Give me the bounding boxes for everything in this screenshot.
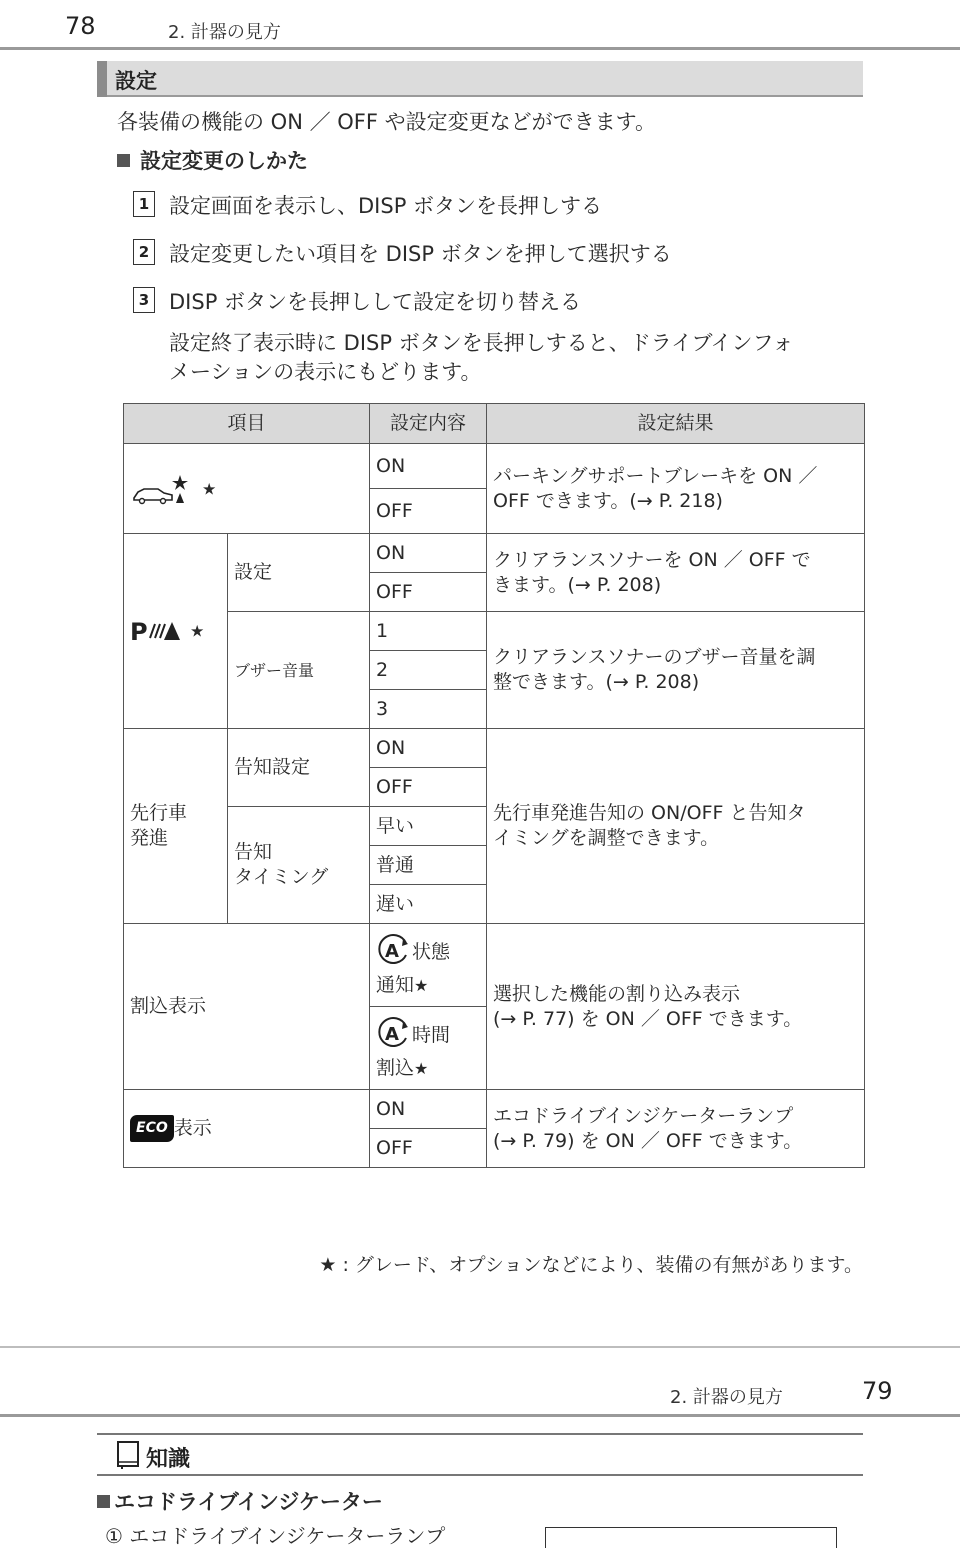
option-value: ON: [370, 729, 487, 768]
star-mark: ★: [414, 1059, 429, 1078]
option-value: 3: [370, 690, 487, 729]
auto-stop-start-icon: [376, 932, 412, 973]
result-line: クリアランスソナーを ON ／ OFF で: [493, 548, 811, 571]
knowledge-top-rule: [97, 1433, 863, 1435]
subheading-text: 設定変更のしかた: [140, 149, 308, 173]
option-value: 1: [370, 612, 487, 651]
subheading: [117, 145, 308, 175]
result-line: (→ P. 77) を ON ／ OFF できます。: [493, 1007, 803, 1030]
option-value: [370, 924, 487, 1007]
knowledge-title: 知識: [146, 1447, 191, 1472]
result-line: クリアランスソナーのブザー音量を調: [493, 646, 816, 668]
parking-support-brake-icon: [130, 477, 202, 499]
row-eco-label: [124, 1090, 370, 1168]
option-value: OFF: [370, 1129, 487, 1168]
clearance-sonar-icon: [130, 618, 190, 646]
eco-label-text: 表示: [173, 1117, 212, 1139]
step-note-line: 設定終了表示時に DISP ボタンを長押しすると、ドライブインフォ: [169, 331, 794, 355]
result-line: OFF できます。(→ P. 218): [493, 489, 723, 512]
step-number: 1: [133, 191, 155, 217]
row-parking-brake-label: [124, 444, 370, 534]
star-mark: ★: [414, 976, 429, 995]
option-value: OFF: [370, 573, 487, 612]
header-setting: 設定内容: [370, 404, 487, 444]
section-title-bar: [97, 61, 863, 97]
result-line: 先行車発進告知の ON/OFF と告知タ: [493, 802, 806, 824]
row-departure-label: [124, 729, 228, 924]
sub-item-label: ブザー音量: [228, 612, 370, 729]
result-line: 選択した機能の割り込み表示: [493, 982, 741, 1005]
page-number: 79: [862, 1377, 893, 1405]
row-interrupt-label: 割込表示: [124, 924, 370, 1090]
result-text: [487, 444, 865, 534]
option-value: ON: [370, 1090, 487, 1129]
header-rule: [0, 47, 960, 50]
option-value: OFF: [370, 489, 487, 534]
subheading: [97, 1486, 383, 1516]
figure-frame: [545, 1527, 837, 1548]
section-title: 設定: [115, 69, 157, 93]
footnote: ★ : グレード、オプションなどにより、装備の有無があります。: [319, 1254, 863, 1276]
result-line: パーキングサポートブレーキを ON ／: [493, 464, 818, 487]
subheading-text: エコドライブインジケーター: [114, 1490, 383, 1514]
result-text: [487, 534, 865, 612]
settings-table: [123, 403, 865, 1168]
book-icon: [116, 1440, 142, 1474]
label-line: 告知: [234, 841, 273, 863]
option-value: ON: [370, 444, 487, 489]
option-label: 時間: [412, 1024, 451, 1046]
result-text: [487, 612, 865, 729]
option-value: 早い: [370, 807, 487, 846]
sub-item-label: 告知設定: [228, 729, 370, 807]
eco-badge-icon: ECO: [130, 1115, 174, 1142]
square-bullet-icon: [117, 154, 130, 167]
option-label: 状態: [412, 941, 451, 963]
result-line: エコドライブインジケーターランプ: [493, 1104, 794, 1127]
square-bullet-icon: [97, 1495, 110, 1508]
step-text: 設定画面を表示し、DISP ボタンを長押しする: [169, 194, 603, 218]
section-header: 2. 計器の見方: [670, 1387, 783, 1408]
result-line: (→ P. 79) を ON ／ OFF できます。: [493, 1129, 803, 1152]
header-rule: [0, 1414, 960, 1417]
result-text: [487, 729, 865, 924]
option-value: 2: [370, 651, 487, 690]
option-value: ON: [370, 534, 487, 573]
result-line: イミングを調整できます。: [493, 827, 720, 849]
header-result: 設定結果: [487, 404, 865, 444]
result-text: [487, 924, 865, 1090]
header-item: 項目: [124, 404, 370, 444]
svg-text:A: A: [385, 1024, 399, 1045]
step-text: DISP ボタンを長押しして設定を切り替える: [169, 290, 582, 314]
intro-text: 各装備の機能の ON ／ OFF や設定変更などができます。: [117, 110, 656, 134]
option-label: 割込: [376, 1057, 415, 1079]
star-mark: ★: [190, 621, 205, 641]
sub-item-label: 設定: [228, 534, 370, 612]
label-line: 発進: [130, 827, 169, 849]
result-line: 整できます。(→ P. 208): [493, 671, 700, 693]
knowledge-bottom-rule: [97, 1474, 863, 1476]
result-text: [487, 1090, 865, 1168]
svg-text:P: P: [130, 618, 148, 646]
option-value: 普通: [370, 846, 487, 885]
svg-text:A: A: [385, 941, 399, 962]
step-number: 3: [133, 287, 155, 313]
label-line: 先行車: [130, 802, 188, 824]
step-number: 2: [133, 239, 155, 265]
row-clearance-sonar-label: [124, 534, 228, 729]
option-value: 遅い: [370, 885, 487, 924]
label-line: タイミング: [234, 866, 329, 888]
sub-item-label: [228, 807, 370, 924]
auto-stop-start-icon: [376, 1015, 412, 1056]
result-line: きます。(→ P. 208): [493, 573, 662, 596]
list-item: ① エコドライブインジケーターランプ: [105, 1524, 446, 1548]
page-number: 78: [65, 12, 96, 40]
option-label: 通知: [376, 974, 415, 996]
star-mark: ★: [202, 479, 217, 498]
option-value: [370, 1007, 487, 1090]
section-tab-marker: [97, 61, 107, 97]
page-divider: [0, 1346, 960, 1348]
step-note-line: メーションの表示にもどります。: [169, 360, 482, 384]
option-value: OFF: [370, 768, 487, 807]
section-header: 2. 計器の見方: [168, 22, 281, 43]
step-text: 設定変更したい項目を DISP ボタンを押して選択する: [169, 242, 672, 266]
